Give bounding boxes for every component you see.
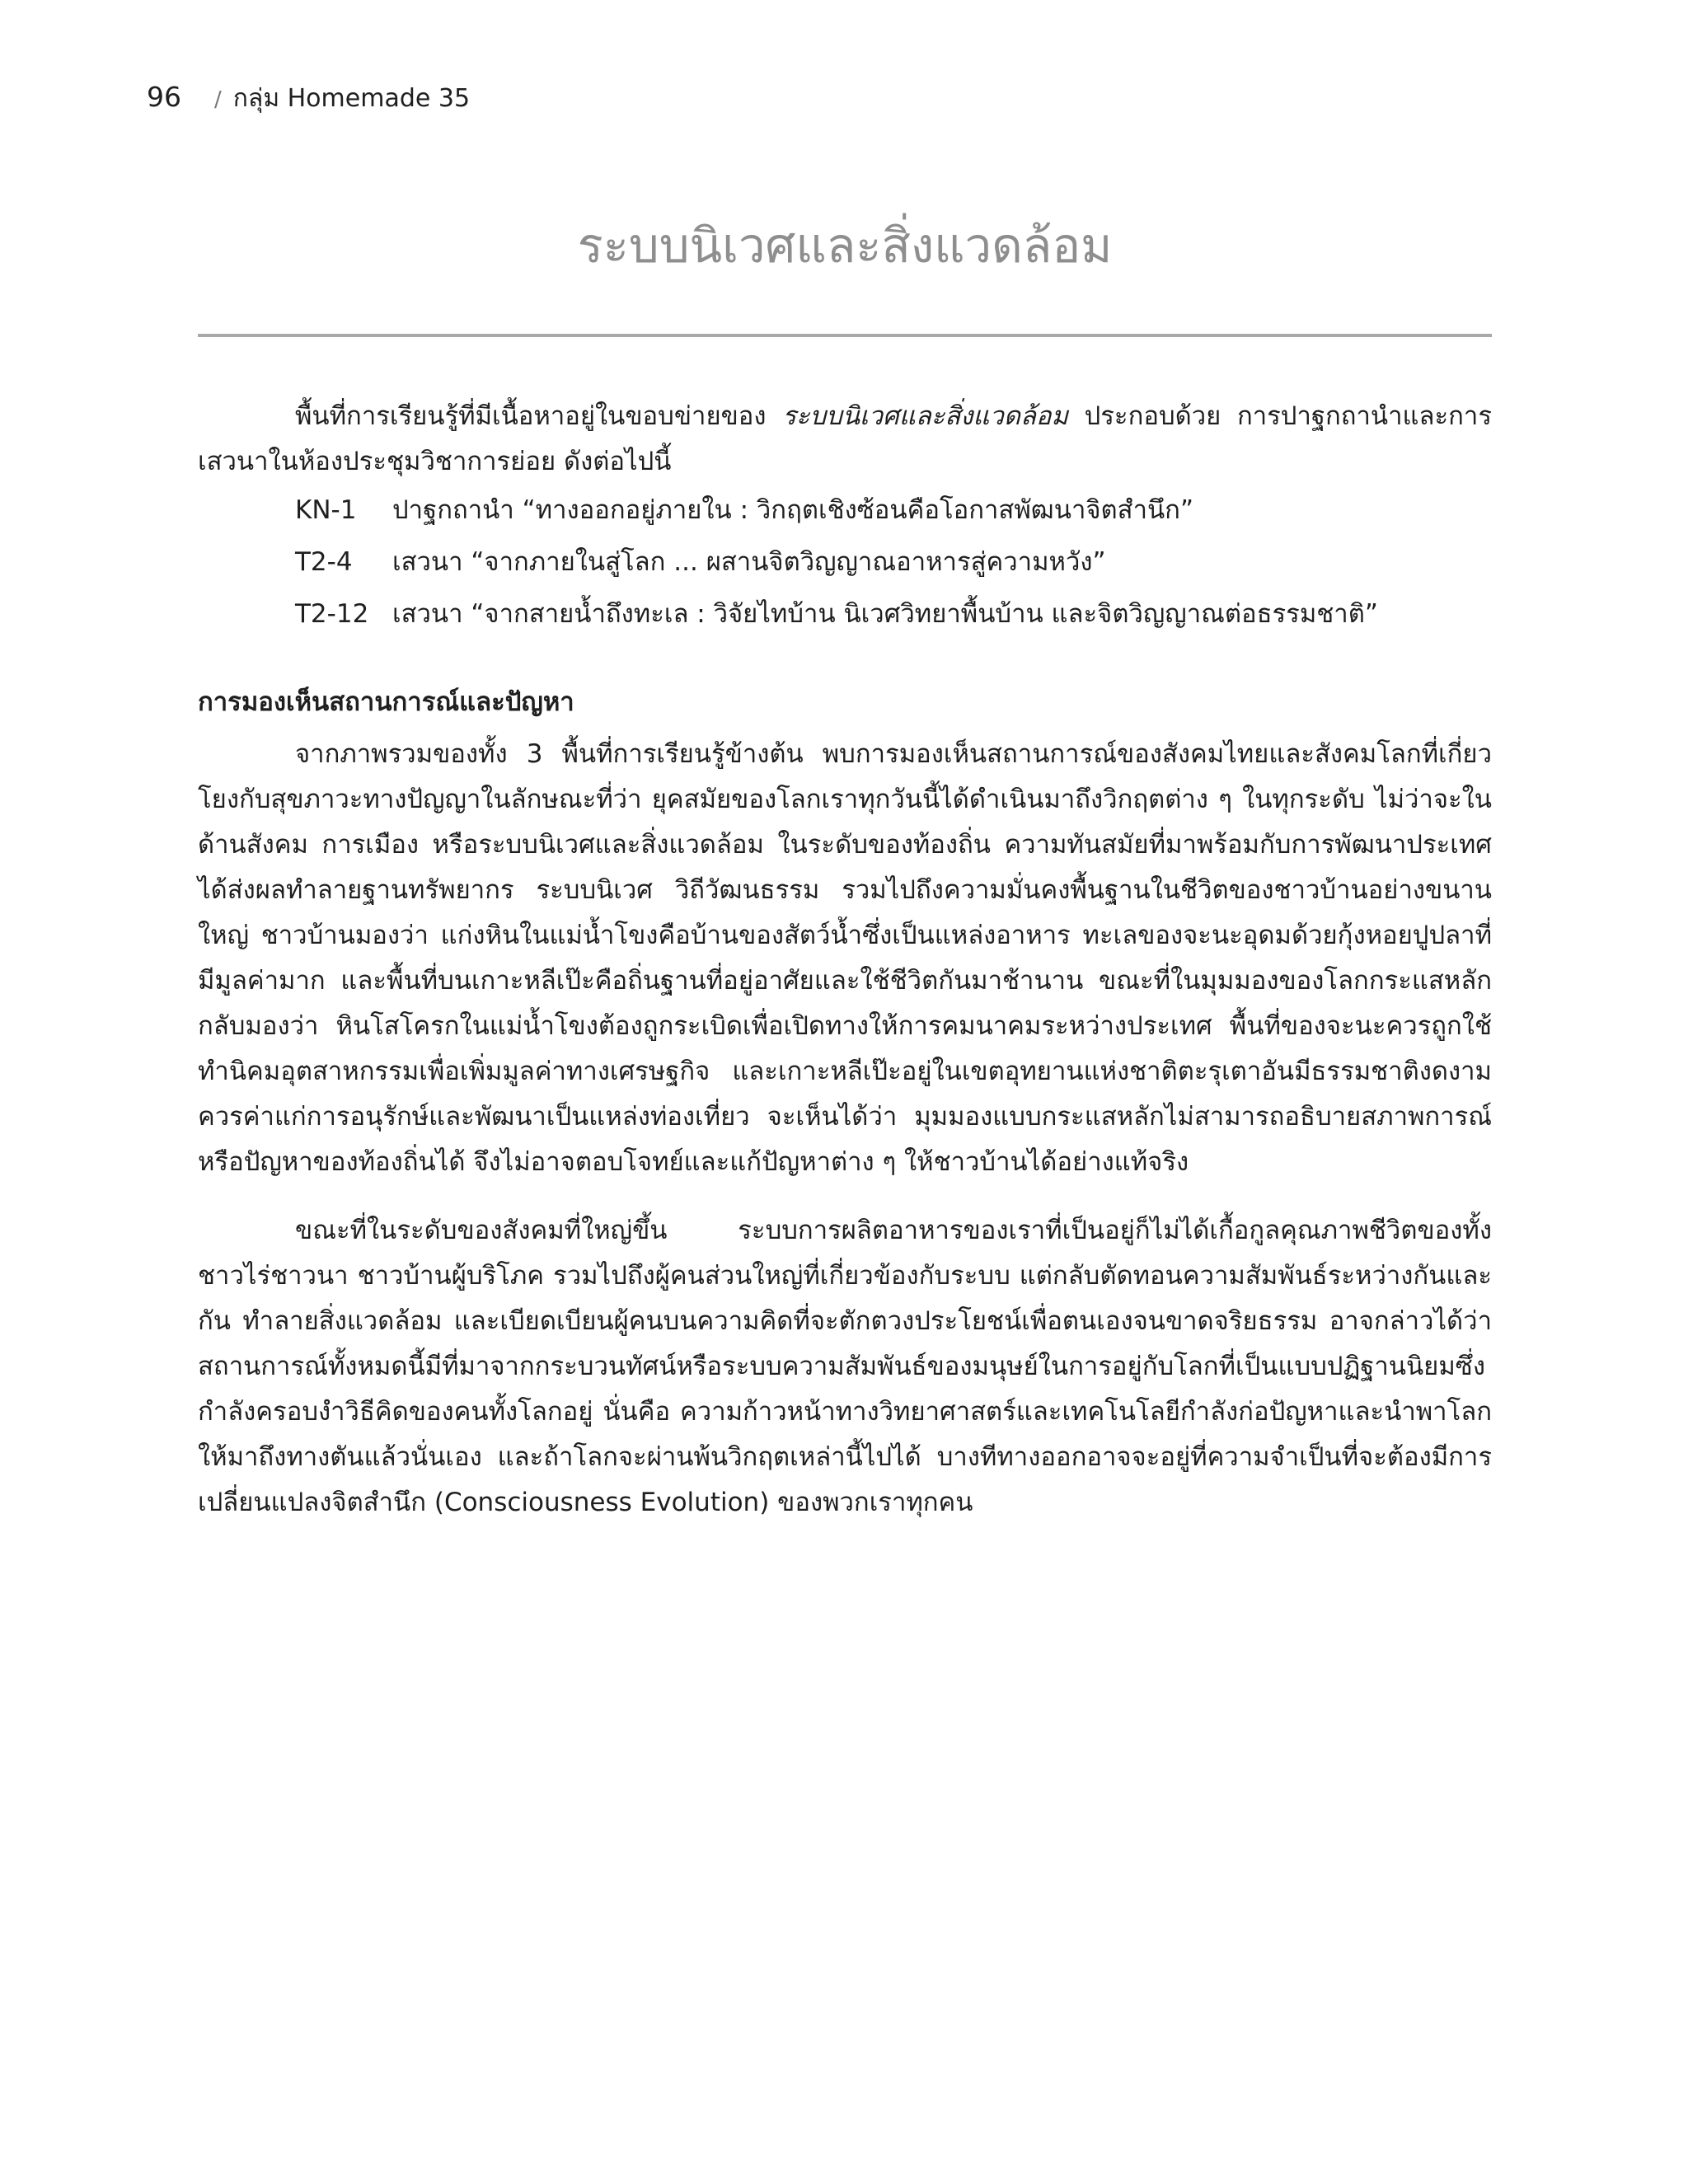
body-paragraph: ขณะที่ในระดับของสังคมที่ใหญ่ขึ้น ระบบการผลิตอาหารของเราที่เป็นอยู่ก็ไม่ได้เกื้อกูลคุณภาพชีวิตของทั้งชาวไร่ชาวนา ชาวบ้านผู้บริโภค รวมไปถึงผู้คนส่วนใหญ่ที่เกี่ยวข้องกับระบบ แต่กลับตัดทอนความสัมพันธ์ระหว่างกันและกัน ทำลายสิ่งแวดล้อม และเบียดเบียนผู้คนบนความคิดที่จะตักตวงประโยชน์เพื่อตนเองจนขาดจริยธรรม อาจกล่าวได้ว่า สถานการณ์ทั้งหมดนี้มีที่มาจากกระบวนทัศน์หรือระบบความสัมพันธ์ของมนุษย์ในการอยู่กับโลกที่เป็นแบบปฏิฐานนิยมซึ่งกำลังครอบงำวิธีคิดของคนทั้งโลกอยู่ นั่นคือ ความก้าวหน้าทางวิทยาศาสตร์และเทคโนโลยีกำลังก่อปัญหาและนำพาโลกให้มาถึงทางตันแล้วนั่นเอง และถ้าโลกจะผ่านพ้นวิกฤตเหล่านี้ไปได้ บางทีทางออกอาจจะอยู่ที่ความจำเป็นที่จะต้องมีการเปลี่ยนแปลงจิตสำนึก (Consciousness Evolution) ของพวกเราทุกคน: [198, 1216, 1492, 1517]
session-item: [295, 588, 1492, 640]
book-title: กลุ่ม Homemade 35: [232, 84, 471, 113]
header-separator: /: [214, 87, 222, 112]
session-description: ปาฐกถานำ “ทางออกอยู่ภายใน : วิกฤตเชิงซ้อนคือโอกาสพัฒนาจิตสำนึก”: [392, 495, 1194, 525]
page-number: 96: [147, 81, 181, 113]
session-code: T2-12: [295, 599, 369, 629]
session-description: เสวนา “จากภายในสู่โลก ... ผสานจิตวิญญาณอาหารสู่ความหวัง”: [392, 547, 1106, 577]
intro-paragraph: [198, 394, 1492, 485]
session-description: เสวนา “จากสายน้ำถึงทะเล : วิจัยไทบ้าน นิเวศวิทยาพื้นบ้าน และจิตวิญญาณต่อธรรมชาติ”: [392, 599, 1378, 629]
session-item: [295, 537, 1492, 588]
chapter-body: [198, 394, 1492, 1526]
page-header: [147, 79, 470, 118]
title-divider: [198, 334, 1492, 337]
session-item: [295, 485, 1492, 537]
intro-emphasis: ระบบนิเวศและสิ่งแวดล้อม: [782, 401, 1068, 431]
session-code: T2-4: [295, 547, 353, 577]
chapter-title: ระบบนิเวศและสิ่งแวดล้อม: [577, 218, 1113, 274]
body-paragraph: จากภาพรวมของทั้ง 3 พื้นที่การเรียนรู้ข้างต้น พบการมองเห็นสถานการณ์ของสังคมไทยและสังคมโลกที่เกี่ยวโยงกับสุขภาวะทางปัญญาในลักษณะที่ว่า ยุคสมัยของโลกเราทุกวันนี้ได้ดำเนินมาถึงวิกฤตต่าง ๆ ในทุกระดับ ไม่ว่าจะในด้านสังคม การเมือง หรือระบบนิเวศและสิ่งแวดล้อม ในระดับของท้องถิ่น ความทันสมัยที่มาพร้อมกับการพัฒนาประเทศได้ส่งผลทำลายฐานทรัพยากร ระบบนิเวศ วิถีวัฒนธรรม รวมไปถึงความมั่นคงพื้นฐานในชีวิตของชาวบ้านอย่างขนานใหญ่ ชาวบ้านมองว่า แก่งหินในแม่น้ำโขงคือบ้านของสัตว์น้ำซึ่งเป็นแหล่งอาหาร ทะเลของจะนะอุดมด้วยกุ้งหอยปูปลาที่มีมูลค่ามาก และพื้นที่บนเกาะหลีเป๊ะคือถิ่นฐานที่อยู่อาศัยและใช้ชีวิตกันมาช้านาน ขณะที่ในมุมมองของโลกกระแสหลักกลับมองว่า หินโสโครกในแม่น้ำโขงต้องถูกระเบิดเพื่อเปิดทางให้การคมนาคมระหว่างประเทศ พื้นที่ของจะนะควรถูกใช้ทำนิคมอุตสาหกรรมเพื่อเพิ่มมูลค่าทางเศรษฐกิจ และเกาะหลีเป๊ะอยู่ในเขตอุทยานแห่งชาติตะรุเตาอันมีธรรมชาติงดงามควรค่าแก่การอนุรักษ์และพัฒนาเป็นแหล่งท่องเที่ยว จะเห็นได้ว่า มุมมองแบบกระแสหลักไม่สามารถอธิบายสภาพการณ์หรือปัญหาของท้องถิ่นได้ จึงไม่อาจตอบโจทย์และแก้ปัญหาต่าง ๆ ให้ชาวบ้านได้อย่างแท้จริง: [198, 739, 1492, 1177]
session-list: [198, 485, 1492, 640]
session-code: KN-1: [295, 495, 357, 525]
intro-text-after: ประกอบด้วย การปาฐกถานำและการเสวนาในห้องประชุมวิชาการย่อย ดังต่อไปนี้: [198, 401, 1492, 476]
section-heading: การมองเห็นสถานการณ์และปัญหา: [198, 687, 574, 717]
intro-text-before: พื้นที่การเรียนรู้ที่มีเนื้อหาอยู่ในขอบข่ายของ: [295, 401, 783, 431]
